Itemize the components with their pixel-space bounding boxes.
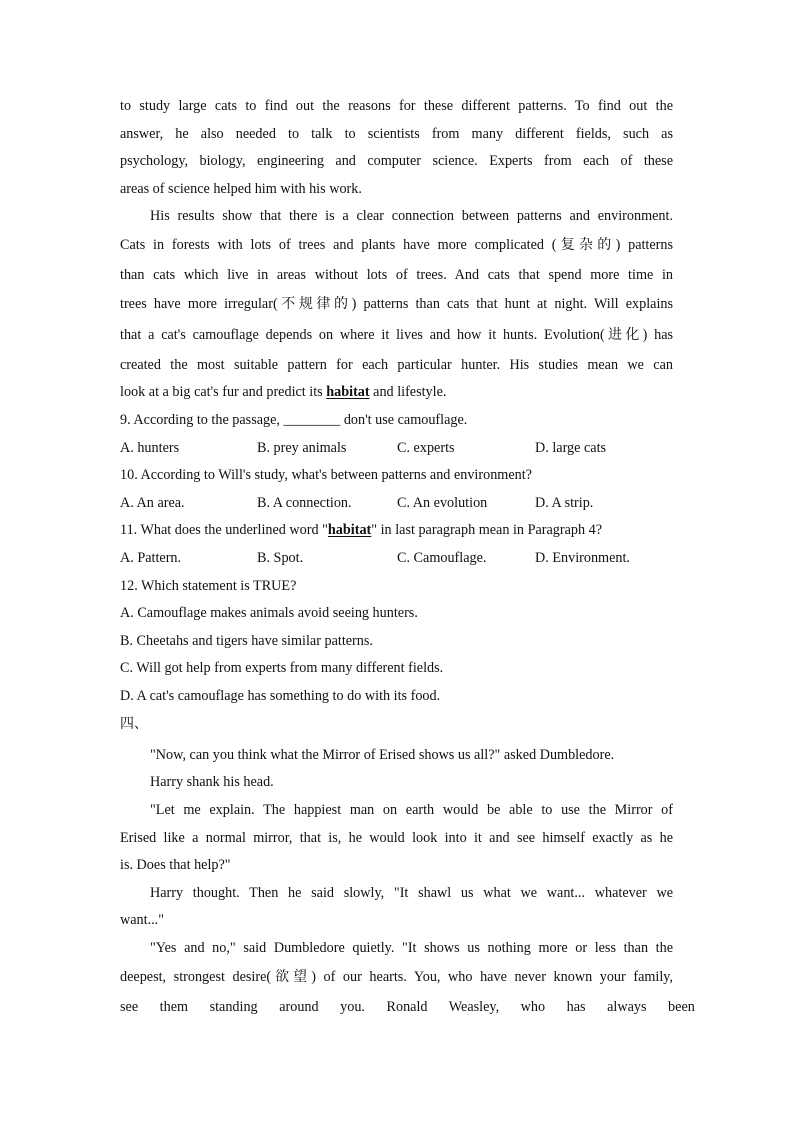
text-line: Harry thought. Then he said slowly, "It shawl us what we want... whatever we: [150, 885, 673, 901]
text-line: "Yes and no," said Dumbledore quietly. "It shows us nothing more or less than the: [150, 940, 673, 956]
option-b: B. Spot.: [257, 550, 304, 566]
option-a: A. hunters: [120, 440, 180, 456]
option-d: D. large cats: [535, 440, 607, 456]
option-a: A. Camouflage makes animals avoid seeing hunters.: [120, 605, 418, 621]
text-span: and lifestyle.: [369, 384, 447, 400]
option-c: C. An evolution: [397, 495, 488, 511]
option-c: C. Camouflage.: [397, 550, 487, 566]
underlined-word: habitat: [326, 384, 370, 400]
option-b: B. prey animals: [257, 440, 347, 456]
text-span: that a cat's camouflage depends on where it lives and how it hunts. Evolution(: [120, 327, 605, 343]
text-span: 9. According to the passage,: [120, 412, 284, 428]
option-c: C. experts: [397, 440, 455, 456]
text-line: "Let me explain. The happiest man on earth would be able to use the Mirror of: [150, 802, 673, 818]
answer-blank: ________: [283, 412, 341, 428]
text-line: to study large cats to find out the reasons for these different patterns. To find out the: [120, 98, 673, 114]
text-line: see them standing around you. Ronald Weasley, who has always been: [120, 999, 695, 1015]
option-a: A. An area.: [120, 495, 185, 511]
text-line: [120, 294, 673, 314]
chinese-gloss: 不规律的: [277, 296, 352, 312]
text-span: trees have more irregular(: [120, 296, 278, 312]
text-line: is. Does that help?": [120, 857, 231, 873]
text-span: ) has: [642, 327, 674, 343]
text-line: created the most suitable pattern for each particular hunter. His studies mean we can: [120, 357, 673, 373]
question-stem: 10. According to Will's study, what's between patterns and environment?: [120, 467, 532, 483]
chinese-gloss: 欲望: [271, 969, 312, 985]
text-line: want...": [120, 912, 165, 928]
section-heading: 四、: [120, 716, 148, 732]
text-line: His results show that there is a clear connection between patterns and environment.: [150, 208, 673, 224]
option-b: B. Cheetahs and tigers have similar patterns.: [120, 633, 373, 649]
option-d: D. Environment.: [535, 550, 630, 566]
text-span: deepest, strongest desire(: [120, 969, 272, 985]
question-stem: [120, 410, 673, 430]
text-line: [120, 325, 673, 345]
chinese-gloss: 复杂的: [556, 237, 616, 253]
option-d: D. A strip.: [535, 495, 594, 511]
text-line: Erised like a normal mirror, that is, he would look into it and see himself exactly as he: [120, 830, 673, 846]
underlined-word: habitat: [327, 522, 372, 538]
text-span: " in last paragraph mean in Paragraph 4?: [371, 522, 603, 538]
option-c: C. Will got help from experts from many different fields.: [120, 660, 444, 676]
text-line: psychology, biology, engineering and computer science. Experts from each of these: [120, 153, 673, 169]
text-span: 11. What does the underlined word ": [120, 522, 328, 538]
chinese-gloss: 进化: [604, 327, 643, 343]
option-d: D. A cat's camouflage has something to do with its food.: [120, 688, 441, 704]
text-line: answer, he also needed to talk to scientists from many different fields, such as: [120, 126, 673, 142]
question-stem: [120, 520, 673, 540]
text-line: [120, 967, 673, 987]
text-span: ) of our hearts. You, who have never known your family,: [311, 969, 673, 985]
option-a: A. Pattern.: [120, 550, 182, 566]
question-stem: 12. Which statement is TRUE?: [120, 578, 297, 594]
text-span: don't use camouflage.: [340, 412, 468, 428]
text-span: Cats in forests with lots of trees and plants have more complicated (: [120, 237, 557, 253]
text-line: than cats which live in areas without lots of trees. And cats that spend more time in: [120, 267, 673, 283]
text-line: [120, 235, 673, 255]
text-span: ) patterns than cats that hunt at night. Will explains: [351, 296, 673, 312]
text-line: [120, 382, 673, 402]
text-line: Harry shank his head.: [150, 774, 274, 790]
text-line: "Now, can you think what the Mirror of Erised shows us all?" asked Dumbledore.: [150, 747, 615, 763]
text-span: ) patterns: [615, 237, 674, 253]
option-b: B. A connection.: [257, 495, 352, 511]
text-span: look at a big cat's fur and predict its: [120, 384, 327, 400]
text-line: areas of science helped him with his work.: [120, 181, 362, 197]
